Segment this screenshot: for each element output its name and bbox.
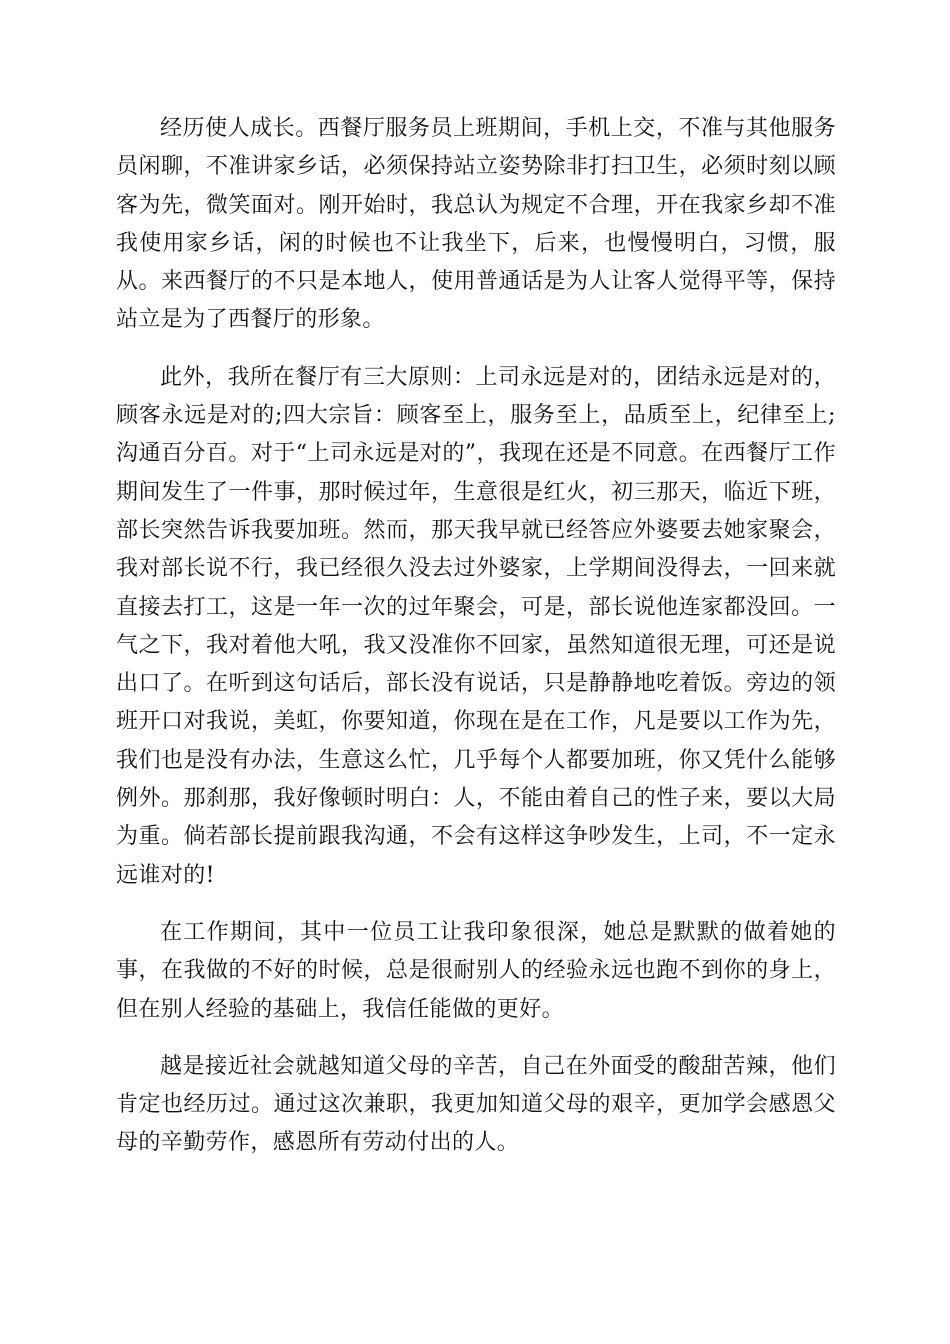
paragraph-2: 此外，我所在餐厅有三大原则：上司永远是对的，团结永远是对的，顾客永远是对的;四大宗旨：顾客至上，服务至上，品质至上，纪律至上;沟通百分百。对于“上司永远是对的”，我现在还是不同意。在西餐厅工作期间发生了一件事，那时候过年，生意很是红火，初三那天，临近下班，部长突然告诉我要加班。然而，那天我早就已经答应外婆要去她家聚会，我对部长说不行，我已经很久没去过外婆家，上学期间没得去，一回来就直接去打工，这是一年一次的过年聚会，可是，部长说他连家都没回。一气之下，我对着他大吼，我又没准你不回家，虽然知道很无理，可还是说出口了。在听到这句话后，部长没有说话，只是静静地吃着饭。旁边的领班开口对我说，美虹，你要知道，你现在是在工作，凡是要以工作为先，我们也是没有办法，生意这么忙，几乎每个人都要加班，你又凭什么能够例外。那刹那，我好像顿时明白：人，不能由着自己的性子来，要以大局为重。倘若部长提前跟我沟通，不会有这样这争吵发生，上司，不一定永远谁对的! — [116, 364, 836, 888]
document-body — [116, 110, 836, 1182]
paragraph-4: 越是接近社会就越知道父母的辛苦，自己在外面受的酸甜苦辣，他们肯定也经历过。通过这次兼职，我更加知道父母的艰辛，更加学会感恩父母的辛勤劳作，感恩所有劳动付出的人。 — [116, 1053, 836, 1156]
paragraph-3: 在工作期间，其中一位员工让我印象很深，她总是默默的做着她的事，在我做的不好的时候，总是很耐别人的经验永远也跑不到你的身上，但在别人经验的基础上，我信任能做的更好。 — [116, 919, 836, 1022]
paragraph-1: 经历使人成长。西餐厅服务员上班期间，手机上交，不准与其他服务员闲聊，不准讲家乡话，必须保持站立姿势除非打扫卫生，必须时刻以顾客为先，微笑面对。刚开始时，我总认为规定不合理，开在我家乡却不准我使用家乡话，闲的时候也不让我坐下，后来，也慢慢明白，习惯，服从。来西餐厅的不只是本地人，使用普通话是为人让客人觉得平等，保持站立是为了西餐厅的形象。 — [116, 116, 836, 333]
